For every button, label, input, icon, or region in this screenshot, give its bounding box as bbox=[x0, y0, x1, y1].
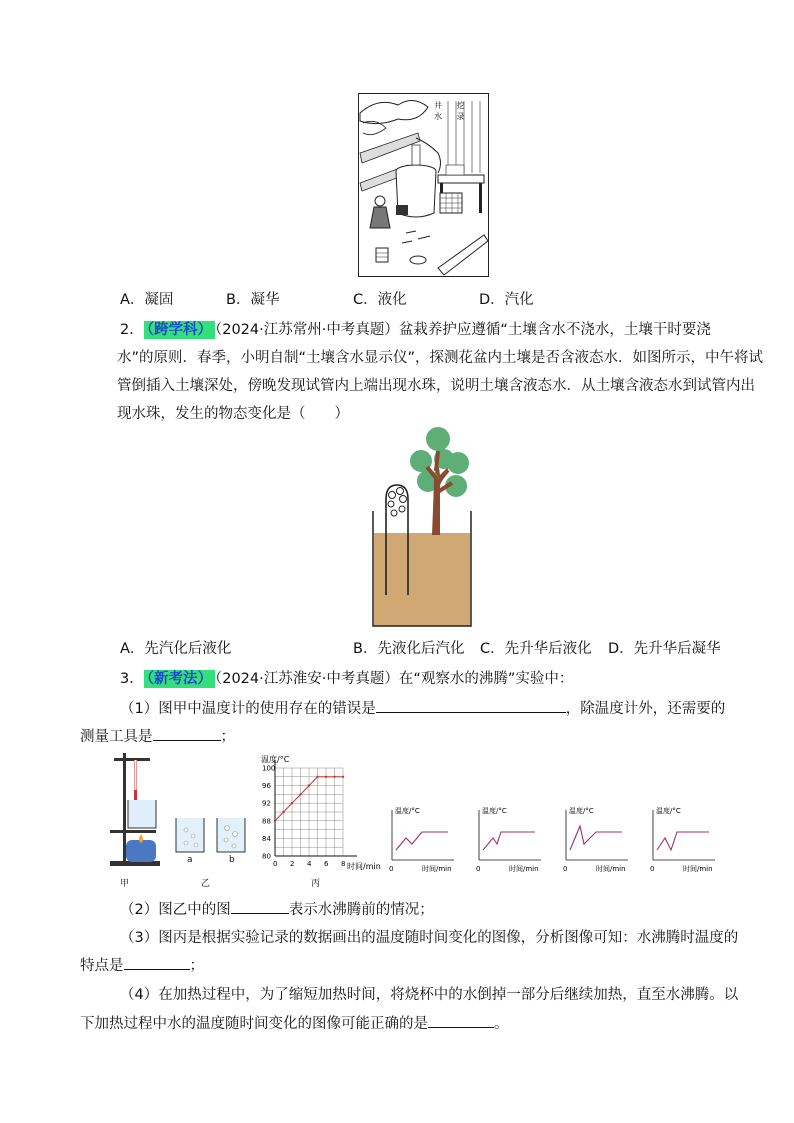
y-tick-label: 80 bbox=[262, 852, 271, 861]
fig-yi-label: 乙 bbox=[201, 879, 211, 889]
data-point bbox=[274, 820, 276, 822]
q2-line4: 现水珠，发生的物态变化是（ ） bbox=[117, 406, 349, 422]
q1-option-d[interactable]: D．汽化 bbox=[479, 292, 534, 308]
soil-water-indicator-figure bbox=[372, 423, 472, 628]
chart-xlabel: 时间/min bbox=[347, 862, 381, 871]
fig-bing-label: 丙 bbox=[311, 879, 321, 889]
small-origin: 0 bbox=[650, 865, 655, 873]
y-tick-label: 100 bbox=[262, 764, 276, 773]
q1-option-a[interactable]: A．凝固 bbox=[120, 292, 174, 308]
small-origin: 0 bbox=[476, 865, 481, 873]
small-series-line bbox=[657, 832, 709, 850]
temperature-time-chart bbox=[255, 752, 385, 874]
experiment-apparatus-figure bbox=[100, 748, 270, 883]
q2-option-a[interactable]: A．先汽化后液化 bbox=[120, 641, 232, 657]
x-tick-label: 4 bbox=[307, 860, 312, 868]
y-tick-label: 88 bbox=[262, 817, 271, 826]
q2-number: 2． bbox=[120, 322, 144, 338]
q2-text1: 盆栽养护应遵循“土壤含水不浇水，土壤干时要浇 bbox=[398, 322, 711, 338]
illustration-caption: 井 挖 水 录 bbox=[434, 101, 471, 121]
y-tick-label: 84 bbox=[262, 834, 271, 843]
y-tick-label: 92 bbox=[262, 799, 271, 808]
q3-p4-text2: 。 bbox=[494, 1016, 509, 1032]
q3-part4-line2 bbox=[80, 1012, 509, 1033]
q3-p1-text4: ； bbox=[220, 729, 235, 745]
beaker-b-label: b bbox=[229, 855, 235, 865]
option-graph-2 bbox=[476, 806, 541, 873]
small-ylabel: 温度/°C bbox=[656, 807, 681, 815]
option-graph-4 bbox=[650, 806, 715, 873]
q3-p4-text: 下加热过程中水的温度随时间变化的图像可能正确的是 bbox=[80, 1016, 428, 1032]
x-tick-label: 6 bbox=[324, 860, 329, 868]
q3-p1-text: （1）图甲中温度计的使用存在的错误是 bbox=[120, 701, 376, 717]
q3-p2-text: （2）图乙中的图 bbox=[120, 902, 231, 918]
q3-p2-text2: 表示水沸腾前的情况； bbox=[288, 902, 434, 918]
q2-line3: 管倒插入土壤深处，傍晚发现试管内上端出现水珠，说明土壤含液态水．从土壤含液态水到试管内出 bbox=[117, 378, 755, 394]
q1-option-c[interactable]: C．液化 bbox=[353, 292, 407, 308]
option-graph-3 bbox=[563, 806, 628, 873]
q3-source: （2024·江苏淮安·中考真题） bbox=[214, 671, 399, 687]
q3-number: 3． bbox=[120, 671, 144, 687]
q3-part3-line2 bbox=[80, 954, 204, 975]
q3-p4-blank[interactable] bbox=[428, 1013, 494, 1028]
q3-p3-text2: ； bbox=[189, 958, 204, 974]
q2-tag: （跨学科） bbox=[144, 321, 215, 339]
q3-part2-line bbox=[120, 898, 434, 919]
x-tick-label: 2 bbox=[290, 860, 295, 868]
q1-option-b[interactable]: B．凝华 bbox=[226, 292, 280, 308]
q3-part4-line: （4）在加热过程中，为了缩短加热时间，将烧杯中的水倒掉一部分后继续加热，直至水沸腾。以 bbox=[120, 987, 739, 1003]
small-xlabel: 时间/min bbox=[596, 865, 626, 873]
data-point bbox=[333, 776, 335, 778]
small-xlabel: 时间/min bbox=[509, 865, 539, 873]
small-ylabel: 温度/°C bbox=[395, 807, 420, 815]
q3-part3-line: （3）图丙是根据实验记录的数据画出的温度随时间变化的图像，分析图像可知：水沸腾时温度的 bbox=[120, 930, 739, 946]
small-xlabel: 时间/min bbox=[683, 865, 713, 873]
data-point bbox=[282, 811, 284, 813]
small-origin: 0 bbox=[389, 865, 394, 873]
q3-intro: 在“观察水的沸腾”实验中： bbox=[398, 671, 574, 687]
data-point bbox=[291, 802, 293, 804]
q3-p1-blank1[interactable] bbox=[376, 698, 566, 713]
q3-tag: （新考法） bbox=[144, 670, 215, 688]
q3-line-intro bbox=[120, 667, 573, 688]
data-point bbox=[316, 776, 318, 778]
data-point bbox=[342, 776, 344, 778]
data-point bbox=[299, 793, 301, 795]
option-graph-1 bbox=[389, 806, 454, 873]
data-point bbox=[325, 776, 327, 778]
q3-p1-blank2[interactable] bbox=[153, 726, 221, 741]
q2-option-d[interactable]: D．先升华后凝华 bbox=[608, 641, 721, 657]
q2-option-c[interactable]: C．先升华后液化 bbox=[480, 641, 592, 657]
x-tick-label: 8 bbox=[341, 860, 346, 868]
q2-line2: 水”的原则．春季，小明自制“土壤含水显示仪”，探测花盆内土壤是否含液态水．如图所示，中午将试 bbox=[117, 350, 764, 366]
q2-line1 bbox=[120, 318, 711, 339]
q3-part1-line2 bbox=[80, 725, 235, 746]
q2-source: （2024·江苏常州·中考真题） bbox=[214, 322, 399, 338]
y-tick-label: 96 bbox=[262, 782, 271, 791]
small-ylabel: 温度/°C bbox=[482, 807, 507, 815]
q3-p3-blank[interactable] bbox=[124, 955, 190, 970]
chart-ylabel: 温度/°C bbox=[261, 755, 290, 764]
small-xlabel: 时间/min bbox=[422, 865, 452, 873]
small-origin: 0 bbox=[563, 865, 568, 873]
small-series-line bbox=[483, 832, 535, 850]
q3-p3-text: 特点是 bbox=[80, 958, 124, 974]
small-ylabel: 温度/°C bbox=[569, 807, 594, 815]
option-graphs bbox=[388, 802, 728, 880]
q3-p1-text3: 测量工具是 bbox=[80, 729, 153, 745]
q3-p1-text2: ，除温度计外，还需要的 bbox=[565, 701, 726, 717]
q3-p2-blank[interactable] bbox=[231, 899, 289, 914]
x-tick-label: 0 bbox=[273, 860, 278, 868]
beaker-a-label: a bbox=[187, 855, 193, 865]
small-series-line bbox=[396, 832, 448, 850]
q3-part1-line bbox=[120, 697, 725, 718]
data-point bbox=[308, 784, 310, 786]
fig-jia-label: 甲 bbox=[120, 879, 130, 889]
q2-option-b[interactable]: B．先液化后汽化 bbox=[353, 641, 465, 657]
small-series-line bbox=[570, 826, 622, 850]
